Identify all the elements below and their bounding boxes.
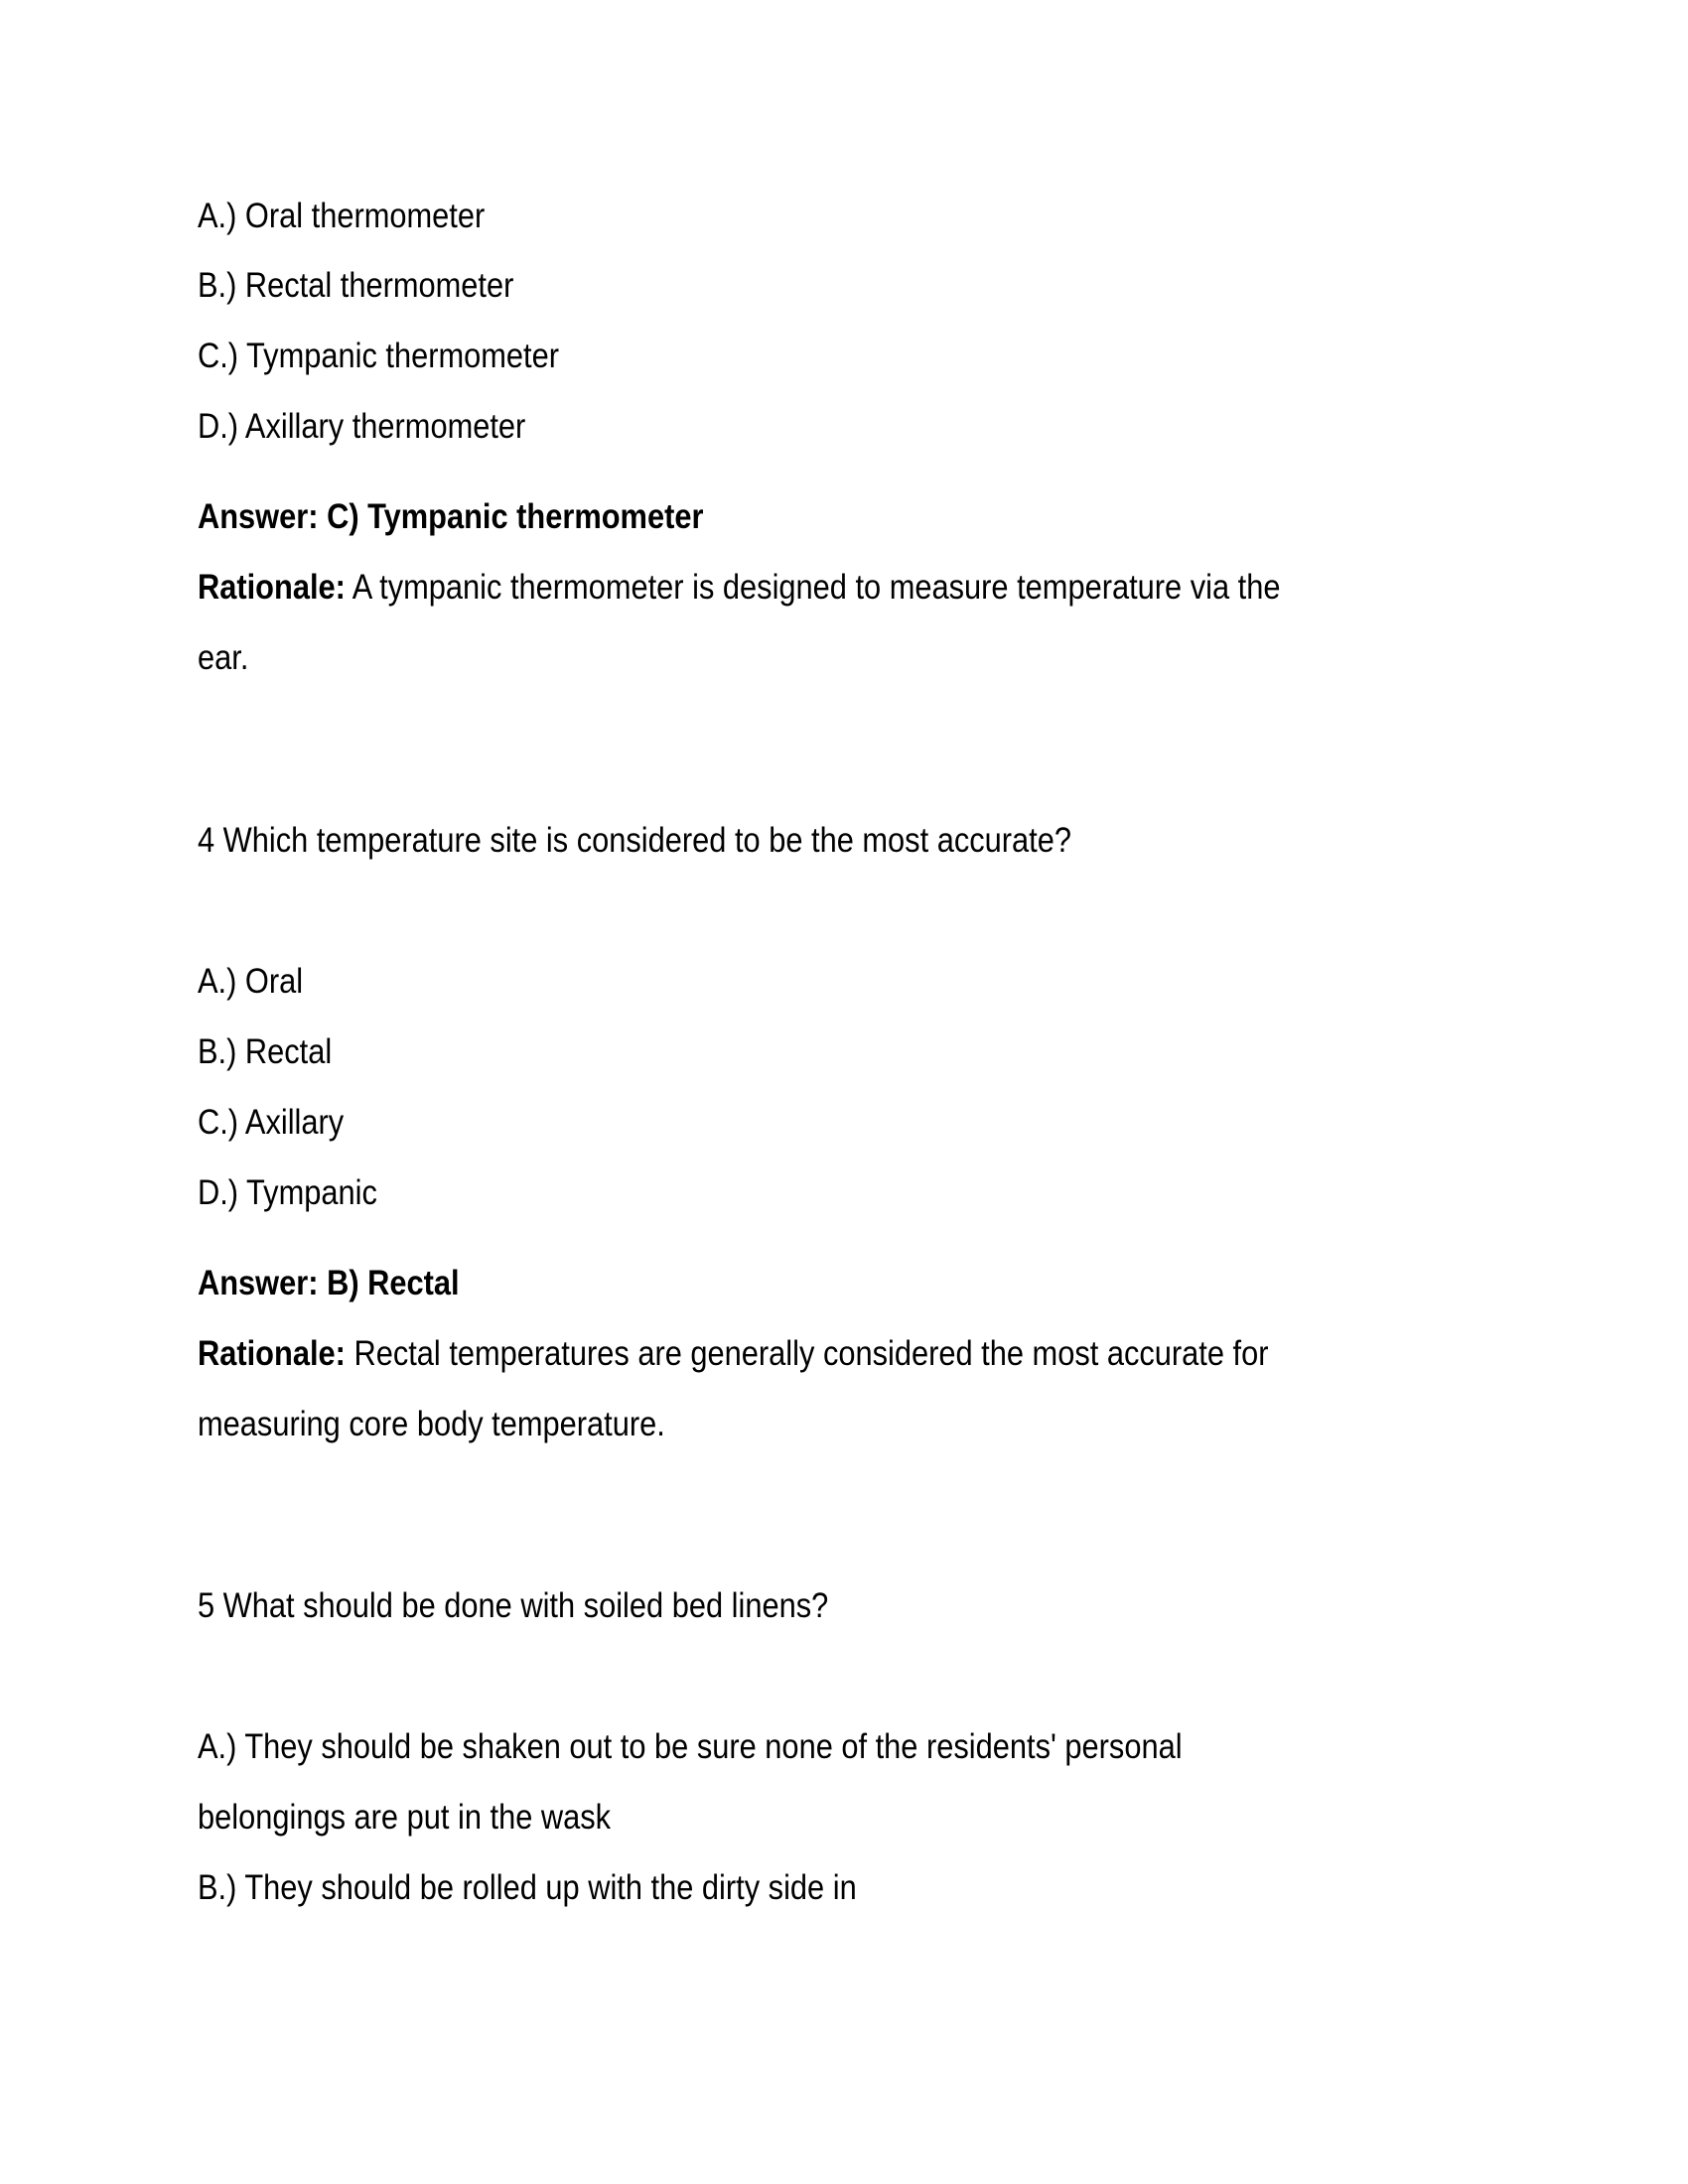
q3-answer: Answer: C) Tympanic thermometer (198, 497, 704, 536)
rationale-label: Rationale: (198, 568, 346, 607)
q4-answer: Answer: B) Rectal (198, 1264, 460, 1302)
q3-option-c: C.) Tympanic thermometer (198, 337, 560, 375)
q3-option-d: D.) Axillary thermometer (198, 407, 526, 446)
rationale-text: A tympanic thermometer is designed to measure temperature via the (345, 568, 1281, 607)
q4-option-b: B.) Rectal (198, 1032, 333, 1071)
q5-option-a-cont: belongings are put in the wask (198, 1798, 612, 1837)
q3-option-b: B.) Rectal thermometer (198, 266, 514, 305)
q3-rationale (198, 566, 1280, 610)
q4-option-d: D.) Tympanic (198, 1173, 377, 1212)
q4-question: 4 Which temperature site is considered to be the most accurate? (198, 821, 1071, 860)
q3-rationale-cont: ear. (198, 638, 249, 677)
q5-option-a: A.) They should be shaken out to be sure none of the residents' personal (198, 1727, 1183, 1766)
rationale-text: Rectal temperatures are generally considered the most accurate for (345, 1334, 1269, 1373)
q4-option-a: A.) Oral (198, 962, 304, 1001)
q5-option-b: B.) They should be rolled up with the dirty side in (198, 1868, 857, 1907)
q4-rationale-cont: measuring core body temperature. (198, 1405, 665, 1443)
q4-rationale (198, 1332, 1268, 1376)
q5-question: 5 What should be done with soiled bed linens? (198, 1586, 829, 1625)
q3-option-a: A.) Oral thermometer (198, 197, 486, 235)
rationale-label: Rationale: (198, 1334, 346, 1373)
q4-option-c: C.) Axillary (198, 1103, 345, 1142)
